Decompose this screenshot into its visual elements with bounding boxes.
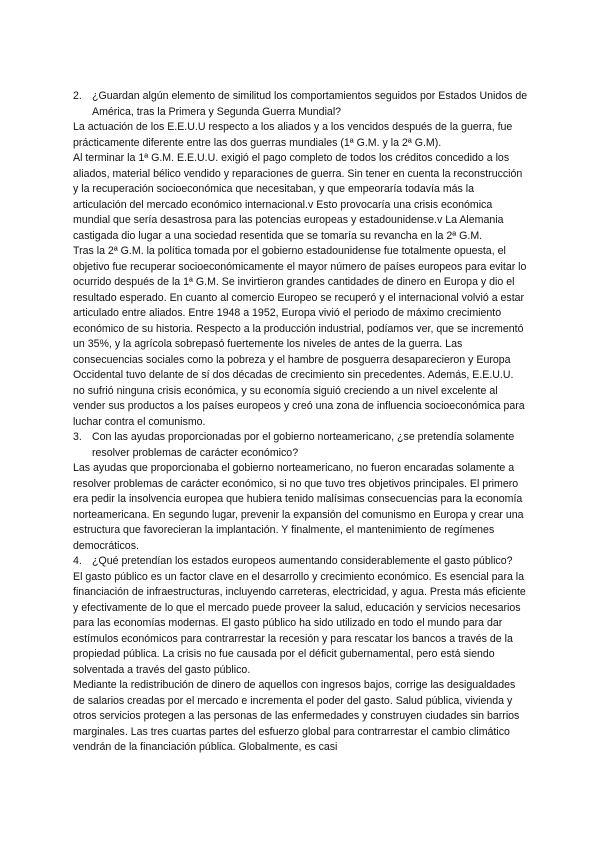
question-2 [73,89,528,120]
answer-paragraph: Las ayudas que proporcionaba el gobierno norteamericano, no fueron encaradas solamente a resolver problemas de carácter económico, si no que tuvo tres objetivos principales. El primero era pedir la insolvencia europea que hubiera tenido malísimas consecuencias para la economía norteamericana. En segundo lugar, prevenir la expansión del comunismo en Europa y crear una estructura que favorecieran la implantación. Y finalmente, el mantenimiento de regímenes democráticos. [73,462,524,552]
question-text: Con las ayudas proporcionadas por el gobierno norteamericano, ¿se pretendía solamente resolver problemas de carácter económico? [92,431,515,459]
answer-paragraph: Al terminar la 1ª G.M. E.E.U.U. exigió el pago completo de todos los créditos concedido a los aliados, material bélico vendido y reparaciones de guerra. Sin tener en cuenta la reconstrucción y la recuperación socioeconómica que necesitaban, y que empeoraría todavía más la articulación del mercado económico internacional.v Esto provocaría una crisis económica mundial que sería desastrosa para las potencias europeas y estadounidense.v La Alemania castigada dio lugar a una sociedad resentida que se tomaría su revancha en la 2ª G.M. [73,152,523,242]
document-body [73,89,528,756]
answer-paragraph: Mediante la redistribución de dinero de aquellos con ingresos bajos, corrige las desigualdades de salarios creadas por el mercado e incrementa el poder del gasto. Salud pública, vivienda y otros servicios protegen a las personas de las enfermedades y construyen ciudades sin barrios marginales. Las tres cuartas partes del esfuerzo global para contrarrestar el cambio climático vendrán de la financiación pública. Globalmente, es casi [73,679,520,753]
question-number: 3. [73,431,82,443]
question-text: ¿Guardan algún elemento de similitud los comportamientos seguidos por Estados Unidos de América, tras la Primera y Segunda Guerra Mundial? [92,90,528,118]
question-4 [73,554,528,570]
question-3 [73,430,528,461]
answer-paragraph: El gasto público es un factor clave en el desarrollo y crecimiento económico. Es esencial para la financiación de infraestructuras, incluyendo carreteras, electricidad, y agua. Presta más eficiente y efectivamente de lo que el mercado puede proveer la salud, educación y servicios necesarios para las economías modernas. El gasto público ha sido utilizado en todo el mundo para dar estímulos económicos para contrarrestar la recesión y para rescatar los bancos a través de la propiedad pública. La crisis no fue causada por el déficit gubernamental, pero está siendo solventada a través del gasto público. [73,570,526,676]
question-number: 4. [73,555,82,567]
question-number: 2. [73,90,82,102]
answer-paragraph: La actuación de los E.E.U.U respecto a los aliados y a los vencidos después de la guerra, fue prácticamente diferente entre las dos guerras mundiales (1ª G.M. y la 2ª G.M). [73,121,513,149]
question-text: ¿Qué pretendían los estados europeos aumentando considerablemente el gasto público? [92,555,513,567]
answer-paragraph: Tras la 2ª G.M. la política tomada por el gobierno estadounidense fue totalmente opuesta, el objetivo fue recuperar socioeconómicamente el mayor número de países europeos para evitar lo ocurrido después de la 1ª G.M. Se invirtieron grandes cantidades de dinero en Europa y dio el resultado esperado. En cuanto al comercio Europeo se recuperó y el internacional volvió a estar articulado entre aliados. Entre 1948 a 1952, Europa vivió el periodo de máximo crecimiento económico de su historia. Respecto a la producción industrial, podíamos ver, que se incrementó un 35%, y la agrícola sobrepasó fuertemente los niveles de antes de la guerra. Las consecuencias sociales como la pobreza y el hambre de posguerra desaparecieron y Europa Occidental tuvo delante de sí dos décadas de crecimiento sin precedentes. Además, E.E.U.U. no sufrió ninguna crisis económica, y su economía siguió creciendo a un nivel excelente al vender sus productos a los países europeos y creó una zona de influencia socioeconómica para luchar contra el comunismo. [73,245,527,428]
